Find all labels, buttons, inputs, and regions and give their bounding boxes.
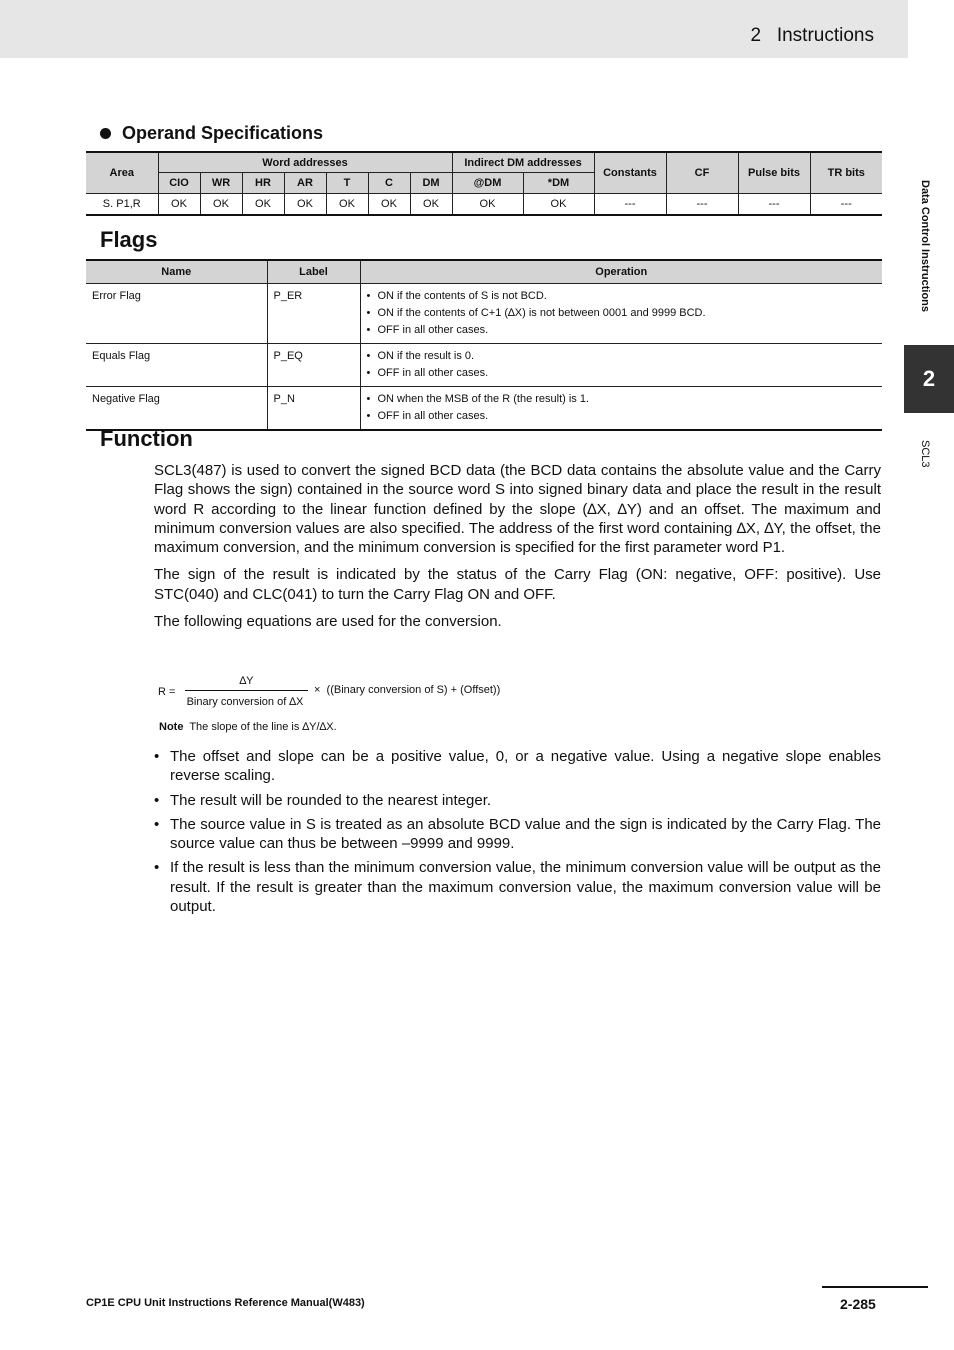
footer-divider	[822, 1286, 928, 1288]
note-label: Note	[159, 721, 184, 733]
footer-manual-title: CP1E CPU Unit Instructions Reference Manual(W483)	[86, 1297, 365, 1309]
list-item: • OFF in all other cases.	[367, 408, 877, 425]
th-name: Name	[86, 260, 267, 284]
th-operation: Operation	[360, 260, 882, 284]
flags-heading: Flags	[100, 227, 158, 252]
th-sub: *DM	[523, 173, 594, 194]
cell: ---	[738, 194, 810, 216]
cell: ---	[810, 194, 882, 216]
th-sub: T	[326, 173, 368, 194]
th-label: Label	[267, 260, 360, 284]
cell: S. P1,R	[86, 194, 158, 216]
list-item: • ON if the contents of C+1 (∆X) is not between 0001 and 9999 BCD.	[367, 305, 877, 322]
flag-operation	[360, 387, 882, 431]
th-word-addresses: Word addresses	[158, 152, 452, 173]
equation-denominator: Binary conversion of ∆X	[186, 696, 304, 708]
table-row	[86, 284, 882, 344]
operand-spec-heading-text: Operand Specifications	[122, 123, 324, 143]
th-tr-bits: TR bits	[810, 152, 882, 194]
th-indirect-dm: Indirect DM addresses	[452, 152, 594, 173]
table-row	[86, 194, 882, 216]
cell: OK	[200, 194, 242, 216]
function-bullets	[154, 747, 881, 921]
th-sub: C	[368, 173, 410, 194]
note	[159, 721, 337, 733]
table-row	[86, 344, 882, 387]
bullet-icon	[100, 128, 111, 139]
flag-operation	[360, 284, 882, 344]
cell: ---	[594, 194, 666, 216]
section-side-label: Data Control Instructions	[919, 180, 931, 313]
paragraph: SCL3(487) is used to convert the signed BCD data (the BCD data contains the absolute value and the Carry Flag shows the sign) contained in the source word S into signed binary data and place the result in the result word R according to the linear function defined by the slope (∆X, ∆Y) and an offset. The maximum and minimum conversion values are also specified. The address of the first word containing ∆X, ∆Y, the offset, the maximum conversion, and the minimum conversion is specified for the first parameter word P1.	[154, 462, 881, 557]
instruction-side-label: SCL3	[919, 440, 931, 468]
note-text: The slope of the line is ∆Y/∆X.	[189, 721, 337, 733]
th-pulse-bits: Pulse bits	[738, 152, 810, 194]
list-item: • OFF in all other cases.	[367, 322, 877, 339]
list-item: • If the result is less than the minimum conversion value, the minimum conversion value will be output as the result. If the result is greater than the maximum conversion value, the maximum conversion value will be output.	[154, 858, 881, 916]
th-sub: @DM	[452, 173, 523, 194]
th-sub: HR	[242, 173, 284, 194]
cell: ---	[666, 194, 738, 216]
flag-name: Equals Flag	[86, 344, 267, 387]
equation-numerator: ∆Y	[239, 675, 254, 687]
list-item: • OFF in all other cases.	[367, 365, 877, 382]
equation-rest: × ((Binary conversion of S) + (Offset))	[314, 684, 501, 696]
th-sub: DM	[410, 173, 452, 194]
list-item: • ON if the contents of S is not BCD.	[367, 288, 877, 305]
conversion-equation	[158, 675, 558, 715]
equation-lhs: R =	[158, 686, 176, 698]
paragraph: The sign of the result is indicated by the status of the Carry Flag (ON: negative, OFF: positive). Use STC(040) and CLC(041) to turn the Carry Flag ON and OFF.	[154, 566, 881, 603]
flag-label: P_EQ	[267, 344, 360, 387]
cell: OK	[523, 194, 594, 216]
table-row	[86, 387, 882, 431]
th-constants: Constants	[594, 152, 666, 194]
list-item: • The source value in S is treated as an absolute BCD value and the sign is indicated by the Carry Flag. The source value can thus be between –9999 and 9999.	[154, 815, 881, 854]
chapter-title: 2 Instructions	[750, 25, 874, 46]
function-heading: Function	[100, 426, 193, 451]
th-sub: AR	[284, 173, 326, 194]
flag-name: Negative Flag	[86, 387, 267, 431]
list-item: • ON when the MSB of the R (the result) is 1.	[367, 391, 877, 408]
cell: OK	[410, 194, 452, 216]
list-item: • ON if the result is 0.	[367, 348, 877, 365]
cell: OK	[284, 194, 326, 216]
flags-table	[86, 259, 882, 431]
list-item: • The offset and slope can be a positive value, 0, or a negative value. Using a negative slope enables reverse scaling.	[154, 747, 881, 786]
flag-label: P_N	[267, 387, 360, 431]
list-item: • The result will be rounded to the nearest integer.	[154, 791, 881, 810]
cell: OK	[326, 194, 368, 216]
th-sub: WR	[200, 173, 242, 194]
cell: OK	[452, 194, 523, 216]
cell: OK	[368, 194, 410, 216]
flag-label: P_ER	[267, 284, 360, 344]
cell: OK	[158, 194, 200, 216]
chapter-tab[interactable]: 2	[904, 345, 954, 413]
flag-name: Error Flag	[86, 284, 267, 344]
th-sub: CIO	[158, 173, 200, 194]
paragraph: The following equations are used for the conversion.	[154, 613, 502, 631]
th-area: Area	[86, 152, 158, 194]
cell: OK	[242, 194, 284, 216]
th-cf: CF	[666, 152, 738, 194]
page-number: 2-285	[840, 1296, 876, 1312]
function-body	[154, 461, 881, 639]
operand-table	[86, 151, 882, 216]
fraction-bar	[185, 690, 308, 691]
operand-spec-heading	[100, 123, 323, 144]
flag-operation	[360, 344, 882, 387]
